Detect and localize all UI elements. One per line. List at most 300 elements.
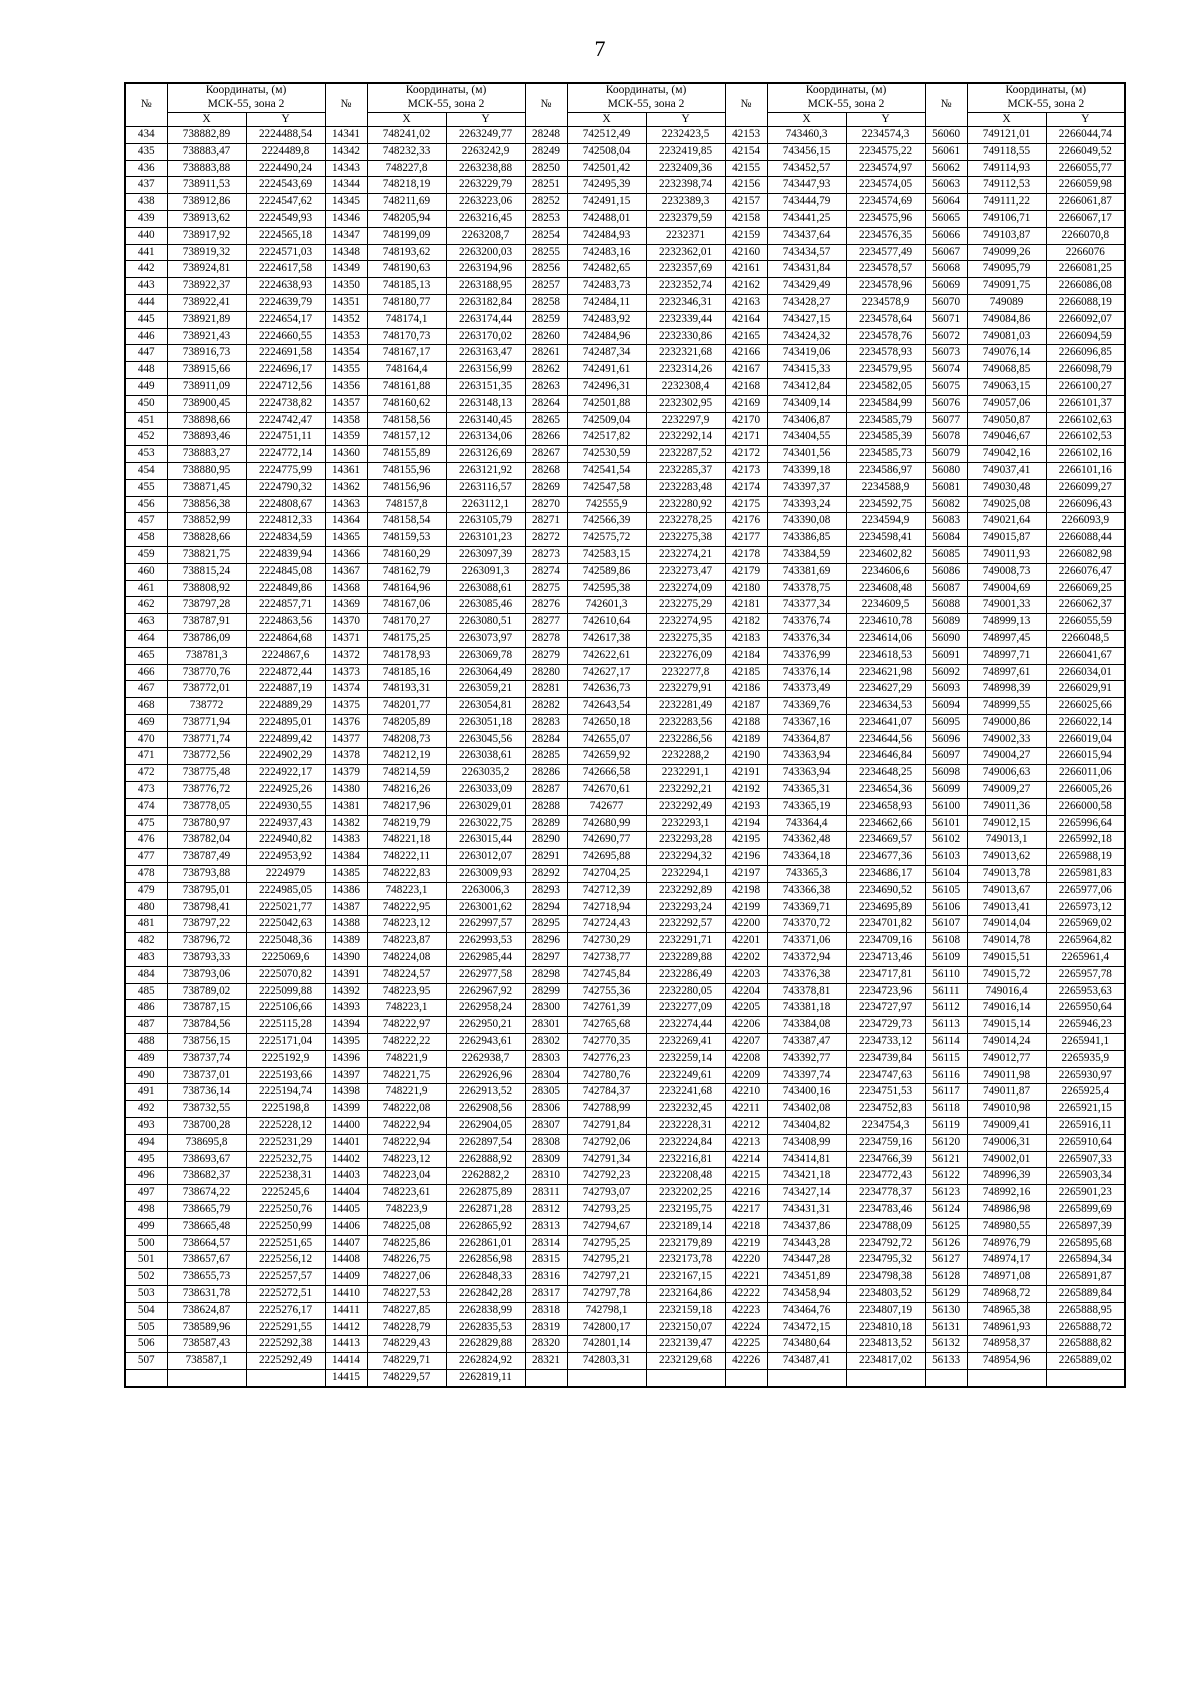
coord-x: 738883,88 <box>167 160 246 177</box>
coord-x: 742793,25 <box>567 1202 646 1219</box>
coord-x: 738682,37 <box>167 1168 246 1185</box>
coord-x: 742512,49 <box>567 127 646 144</box>
point-number: 56116 <box>925 1067 967 1084</box>
coord-x: 742798,1 <box>567 1302 646 1319</box>
point-number: 28263 <box>525 378 567 395</box>
table-row <box>125 882 1125 899</box>
coord-y: 2262943,61 <box>446 1034 525 1051</box>
coord-y: 2234669,57 <box>846 832 925 849</box>
coord-y: 2232232,45 <box>646 1101 725 1118</box>
point-number: 28297 <box>525 950 567 967</box>
point-number: 495 <box>125 1151 167 1168</box>
coord-x: 748221,9 <box>367 1084 446 1101</box>
table-row <box>125 1218 1125 1235</box>
coord-x <box>967 1369 1046 1386</box>
point-number: 14380 <box>325 782 367 799</box>
coord-x: 743397,37 <box>767 479 846 496</box>
coord-y: 2234575,96 <box>846 210 925 227</box>
coord-x: 748219,79 <box>367 815 446 832</box>
coord-x: 743421,18 <box>767 1168 846 1185</box>
table-row <box>125 462 1125 479</box>
coord-x: 742704,25 <box>567 866 646 883</box>
coord-y: 2232419,85 <box>646 143 725 160</box>
coord-x: 738912,86 <box>167 194 246 211</box>
coord-x: 743408,99 <box>767 1134 846 1151</box>
coord-y: 2232173,78 <box>646 1252 725 1269</box>
coord-x: 743370,72 <box>767 916 846 933</box>
coord-y: 2263188,95 <box>446 278 525 295</box>
coord-x: 743371,06 <box>767 933 846 950</box>
coord-y: 2265889,02 <box>1046 1353 1125 1370</box>
point-number: 460 <box>125 563 167 580</box>
coord-y: 2263156,99 <box>446 362 525 379</box>
header-y: Y <box>1046 112 1125 127</box>
coord-y: 2263112,1 <box>446 496 525 513</box>
coord-x: 743393,24 <box>767 496 846 513</box>
point-number: 434 <box>125 127 167 144</box>
point-number: 493 <box>125 1118 167 1135</box>
point-number: 14413 <box>325 1336 367 1353</box>
point-number: 14368 <box>325 580 367 597</box>
coord-x: 748178,93 <box>367 647 446 664</box>
coord-x: 743376,99 <box>767 647 846 664</box>
coord-y: 2225192,9 <box>246 1050 325 1067</box>
coord-y: 2266102,53 <box>1046 429 1125 446</box>
coord-y: 2263216,45 <box>446 210 525 227</box>
coord-y: 2232129,68 <box>646 1353 725 1370</box>
header-y: Y <box>246 112 325 127</box>
point-number: 56065 <box>925 210 967 227</box>
point-number <box>125 1369 167 1386</box>
coord-y: 2232274,95 <box>646 614 725 631</box>
table-row <box>125 1084 1125 1101</box>
coord-y: 2234644,56 <box>846 731 925 748</box>
coord-y: 2263033,09 <box>446 782 525 799</box>
coord-x: 742791,34 <box>567 1151 646 1168</box>
point-number: 42181 <box>725 597 767 614</box>
coord-y: 2266093,9 <box>1046 513 1125 530</box>
coord-y: 2232293,1 <box>646 815 725 832</box>
coord-x: 743376,74 <box>767 614 846 631</box>
coord-x: 743458,94 <box>767 1285 846 1302</box>
coord-y: 2232292,21 <box>646 782 725 799</box>
coord-y: 2232276,09 <box>646 647 725 664</box>
point-number: 14375 <box>325 698 367 715</box>
coord-x: 742712,39 <box>567 882 646 899</box>
coord-x: 749114,93 <box>967 160 1046 177</box>
point-number: 28289 <box>525 815 567 832</box>
coord-x: 749010,98 <box>967 1101 1046 1118</box>
header-coords-system: МСК-55, зона 2 <box>967 98 1125 113</box>
coord-x: 743415,33 <box>767 362 846 379</box>
coord-y: 2266076 <box>1046 244 1125 261</box>
point-number: 28284 <box>525 731 567 748</box>
coord-y: 2224490,24 <box>246 160 325 177</box>
coord-y: 2265973,12 <box>1046 899 1125 916</box>
coord-x: 748222,11 <box>367 849 446 866</box>
coord-x: 749081,03 <box>967 328 1046 345</box>
coord-x: 748193,62 <box>367 244 446 261</box>
coord-x: 742795,21 <box>567 1252 646 1269</box>
coord-y: 2263045,56 <box>446 731 525 748</box>
coord-x: 748222,83 <box>367 866 446 883</box>
coord-y: 2232277,8 <box>646 664 725 681</box>
coord-x: 748226,75 <box>367 1252 446 1269</box>
point-number: 14383 <box>325 832 367 849</box>
point-number: 449 <box>125 378 167 395</box>
coord-y: 2234813,52 <box>846 1336 925 1353</box>
point-number: 56077 <box>925 412 967 429</box>
point-number: 14356 <box>325 378 367 395</box>
point-number: 28258 <box>525 294 567 311</box>
coord-x: 742690,77 <box>567 832 646 849</box>
coord-y: 2234772,43 <box>846 1168 925 1185</box>
coord-y: 2266025,66 <box>1046 698 1125 715</box>
coord-x: 743452,57 <box>767 160 846 177</box>
point-number: 14385 <box>325 866 367 883</box>
point-number: 14409 <box>325 1269 367 1286</box>
coord-y: 2263022,75 <box>446 815 525 832</box>
point-number: 14392 <box>325 983 367 1000</box>
coord-x: 738893,46 <box>167 429 246 446</box>
coord-y: 2262838,99 <box>446 1302 525 1319</box>
coord-x: 743367,16 <box>767 714 846 731</box>
coord-y: 2265891,87 <box>1046 1269 1125 1286</box>
point-number: 14361 <box>325 462 367 479</box>
coord-y: 2232164,86 <box>646 1285 725 1302</box>
coord-x: 748164,96 <box>367 580 446 597</box>
header-coords-title: Координаты, (м) <box>767 83 925 98</box>
point-number: 28268 <box>525 462 567 479</box>
point-number: 56101 <box>925 815 967 832</box>
coord-x: 749103,87 <box>967 227 1046 244</box>
coord-y: 2234578,96 <box>846 278 925 295</box>
coord-y: 2263151,35 <box>446 378 525 395</box>
coord-y: 2225292,38 <box>246 1336 325 1353</box>
coord-x: 742724,43 <box>567 916 646 933</box>
point-number: 476 <box>125 832 167 849</box>
coord-y: 2232423,5 <box>646 127 725 144</box>
point-number: 499 <box>125 1218 167 1235</box>
coord-y: 2234766,39 <box>846 1151 925 1168</box>
point-number: 56098 <box>925 765 967 782</box>
coord-y: 2262842,28 <box>446 1285 525 1302</box>
point-number: 14388 <box>325 916 367 933</box>
point-number: 28286 <box>525 765 567 782</box>
coord-y: 2232275,29 <box>646 597 725 614</box>
coord-x: 742583,15 <box>567 546 646 563</box>
point-number: 42187 <box>725 698 767 715</box>
point-number: 14347 <box>325 227 367 244</box>
point-number: 28313 <box>525 1218 567 1235</box>
table-row <box>125 227 1125 244</box>
coord-y: 2262871,28 <box>446 1202 525 1219</box>
header-coords-system: МСК-55, зона 2 <box>767 98 925 113</box>
coord-x: 748160,62 <box>367 395 446 412</box>
coord-y: 2232216,81 <box>646 1151 725 1168</box>
header-x: X <box>367 112 446 127</box>
coord-y: 2224808,67 <box>246 496 325 513</box>
coord-y: 2265969,02 <box>1046 916 1125 933</box>
point-number: 28280 <box>525 664 567 681</box>
point-number: 14355 <box>325 362 367 379</box>
coord-y: 2263097,39 <box>446 546 525 563</box>
point-number: 42225 <box>725 1336 767 1353</box>
coord-x: 738700,28 <box>167 1118 246 1135</box>
coord-y: 2263194,96 <box>446 261 525 278</box>
coord-y: 2265889,84 <box>1046 1285 1125 1302</box>
header-y: Y <box>646 112 725 127</box>
table-row <box>125 866 1125 883</box>
coord-x: 742650,18 <box>567 714 646 731</box>
point-number <box>725 1369 767 1386</box>
table-row <box>125 496 1125 513</box>
coord-y: 2266092,07 <box>1046 311 1125 328</box>
coord-x: 738924,81 <box>167 261 246 278</box>
point-number: 473 <box>125 782 167 799</box>
coord-x: 738771,94 <box>167 714 246 731</box>
coord-y: 2234648,25 <box>846 765 925 782</box>
table-row <box>125 210 1125 227</box>
coord-y: 2232249,61 <box>646 1067 725 1084</box>
coord-y: 2262977,58 <box>446 966 525 983</box>
coord-y: 2232398,74 <box>646 177 725 194</box>
point-number: 28248 <box>525 127 567 144</box>
point-number: 42216 <box>725 1185 767 1202</box>
coord-x: 749013,67 <box>967 882 1046 899</box>
coord-x: 738770,76 <box>167 664 246 681</box>
coord-y: 2234795,32 <box>846 1252 925 1269</box>
coord-x: 738821,75 <box>167 546 246 563</box>
point-number: 56080 <box>925 462 967 479</box>
header-coords-title: Координаты, (м) <box>567 83 725 98</box>
coord-x: 743480,64 <box>767 1336 846 1353</box>
coord-x: 748232,33 <box>367 143 446 160</box>
point-number: 14384 <box>325 849 367 866</box>
coord-x: 742530,59 <box>567 446 646 463</box>
table-body <box>125 127 1125 1387</box>
coord-y: 2232274,09 <box>646 580 725 597</box>
coord-x: 748157,8 <box>367 496 446 513</box>
coord-x: 748986,98 <box>967 1202 1046 1219</box>
coord-x: 742483,16 <box>567 244 646 261</box>
coord-x: 743404,82 <box>767 1118 846 1135</box>
coord-y: 2232208,48 <box>646 1168 725 1185</box>
coord-y: 2265895,68 <box>1046 1235 1125 1252</box>
coord-y: 2232289,88 <box>646 950 725 967</box>
coord-y: 2225048,36 <box>246 933 325 950</box>
coord-y: 2224639,79 <box>246 294 325 311</box>
point-number: 14341 <box>325 127 367 144</box>
point-number: 14403 <box>325 1168 367 1185</box>
coord-x: 749042,16 <box>967 446 1046 463</box>
point-number: 14366 <box>325 546 367 563</box>
point-number: 42153 <box>725 127 767 144</box>
coord-y: 2225245,6 <box>246 1185 325 1202</box>
point-number: 474 <box>125 798 167 815</box>
coord-y: 2234788,09 <box>846 1218 925 1235</box>
coord-y: 2224849,86 <box>246 580 325 597</box>
coord-x: 749009,41 <box>967 1118 1046 1135</box>
coord-x: 743399,18 <box>767 462 846 479</box>
point-number: 56081 <box>925 479 967 496</box>
point-number: 28262 <box>525 362 567 379</box>
point-number: 505 <box>125 1319 167 1336</box>
coord-y: 2265992,18 <box>1046 832 1125 849</box>
point-number: 14343 <box>325 160 367 177</box>
coord-y: 2266034,01 <box>1046 664 1125 681</box>
coord-y: 2263105,79 <box>446 513 525 530</box>
table-row <box>125 1034 1125 1051</box>
coord-x: 743402,08 <box>767 1101 846 1118</box>
coord-y: 2225256,12 <box>246 1252 325 1269</box>
coord-y: 2263054,81 <box>446 698 525 715</box>
point-number: 467 <box>125 681 167 698</box>
coord-y: 2234627,29 <box>846 681 925 698</box>
point-number: 466 <box>125 664 167 681</box>
coord-y: 2224925,26 <box>246 782 325 799</box>
coord-y: 2225272,51 <box>246 1285 325 1302</box>
point-number: 56110 <box>925 966 967 983</box>
coord-x: 748225,08 <box>367 1218 446 1235</box>
coord-x: 738737,74 <box>167 1050 246 1067</box>
point-number: 42174 <box>725 479 767 496</box>
coord-x: 738856,38 <box>167 496 246 513</box>
coord-x: 749037,41 <box>967 462 1046 479</box>
point-number: 42199 <box>725 899 767 916</box>
coord-y: 2234574,3 <box>846 127 925 144</box>
coord-y: 2232389,3 <box>646 194 725 211</box>
coord-y: 2232228,31 <box>646 1118 725 1135</box>
coord-x: 742484,96 <box>567 328 646 345</box>
coord-y: 2263170,02 <box>446 328 525 345</box>
coord-y: 2266041,67 <box>1046 647 1125 664</box>
coord-x: 748227,06 <box>367 1269 446 1286</box>
point-number: 42165 <box>725 328 767 345</box>
table-row <box>125 1185 1125 1202</box>
coord-x: 742541,54 <box>567 462 646 479</box>
point-number: 472 <box>125 765 167 782</box>
coord-y: 2232274,21 <box>646 546 725 563</box>
coord-x: 749025,08 <box>967 496 1046 513</box>
coord-x: 748222,22 <box>367 1034 446 1051</box>
coord-y <box>646 1369 725 1386</box>
point-number: 14363 <box>325 496 367 513</box>
coord-x: 743372,94 <box>767 950 846 967</box>
header-x: X <box>567 112 646 127</box>
coord-x: 748155,96 <box>367 462 446 479</box>
coord-x: 738922,41 <box>167 294 246 311</box>
table-row <box>125 950 1125 967</box>
coord-x: 748998,39 <box>967 681 1046 698</box>
coord-y: 2263038,61 <box>446 748 525 765</box>
coord-x: 738789,02 <box>167 983 246 1000</box>
coord-y: 2224790,32 <box>246 479 325 496</box>
coordinates-table-wrapper <box>124 82 1124 1388</box>
coord-y: 2224839,94 <box>246 546 325 563</box>
point-number: 454 <box>125 462 167 479</box>
point-number: 487 <box>125 1017 167 1034</box>
coord-x: 743384,08 <box>767 1017 846 1034</box>
coord-y: 2265899,69 <box>1046 1202 1125 1219</box>
coord-x: 742776,23 <box>567 1050 646 1067</box>
page-number: 7 <box>594 36 606 61</box>
point-number: 440 <box>125 227 167 244</box>
table-row <box>125 244 1125 261</box>
coord-y: 2232285,37 <box>646 462 725 479</box>
coord-x: 749046,67 <box>967 429 1046 446</box>
table-row <box>125 345 1125 362</box>
point-number: 42154 <box>725 143 767 160</box>
coord-x: 748214,59 <box>367 765 446 782</box>
coord-x: 738921,89 <box>167 311 246 328</box>
point-number: 462 <box>125 597 167 614</box>
coord-y: 2224691,58 <box>246 345 325 362</box>
point-number: 42170 <box>725 412 767 429</box>
point-number: 42207 <box>725 1034 767 1051</box>
coord-y: 2225099,88 <box>246 983 325 1000</box>
coord-x: 738793,33 <box>167 950 246 967</box>
point-number: 56091 <box>925 647 967 664</box>
point-number: 56109 <box>925 950 967 967</box>
coord-x: 742488,01 <box>567 210 646 227</box>
coord-x: 743364,18 <box>767 849 846 866</box>
coord-y: 2224899,42 <box>246 731 325 748</box>
point-number: 42178 <box>725 546 767 563</box>
point-number: 42188 <box>725 714 767 731</box>
coord-y: 2262926,96 <box>446 1067 525 1084</box>
coord-y: 2234588,9 <box>846 479 925 496</box>
point-number: 28265 <box>525 412 567 429</box>
point-number: 14395 <box>325 1034 367 1051</box>
coord-y: 2263134,06 <box>446 429 525 446</box>
coord-y: 2265888,72 <box>1046 1319 1125 1336</box>
point-number: 42214 <box>725 1151 767 1168</box>
point-number: 28287 <box>525 782 567 799</box>
coord-x <box>567 1369 646 1386</box>
coord-x: 748218,19 <box>367 177 446 194</box>
coord-x: 742670,61 <box>567 782 646 799</box>
point-number: 42166 <box>725 345 767 362</box>
table-row <box>125 748 1125 765</box>
coord-x: 742730,29 <box>567 933 646 950</box>
point-number: 28251 <box>525 177 567 194</box>
table-row <box>125 546 1125 563</box>
table-row <box>125 966 1125 983</box>
coord-x: 743460,3 <box>767 127 846 144</box>
coord-y: 2263051,18 <box>446 714 525 731</box>
header-coords-system: МСК-55, зона 2 <box>567 98 725 113</box>
coord-x: 749015,72 <box>967 966 1046 983</box>
point-number: 42180 <box>725 580 767 597</box>
coord-y: 2232292,89 <box>646 882 725 899</box>
coord-y: 2262875,89 <box>446 1185 525 1202</box>
coord-x: 748223,95 <box>367 983 446 1000</box>
coord-x: 749013,78 <box>967 866 1046 883</box>
point-number: 56067 <box>925 244 967 261</box>
table-row <box>125 194 1125 211</box>
point-number: 42172 <box>725 446 767 463</box>
table-row <box>125 261 1125 278</box>
point-number: 28301 <box>525 1017 567 1034</box>
coord-y: 2232283,48 <box>646 479 725 496</box>
point-number: 458 <box>125 530 167 547</box>
coord-x: 738674,22 <box>167 1185 246 1202</box>
coord-y: 2232308,4 <box>646 378 725 395</box>
coord-x: 748185,13 <box>367 278 446 295</box>
coord-y: 2224696,17 <box>246 362 325 379</box>
coord-y: 2234574,69 <box>846 194 925 211</box>
